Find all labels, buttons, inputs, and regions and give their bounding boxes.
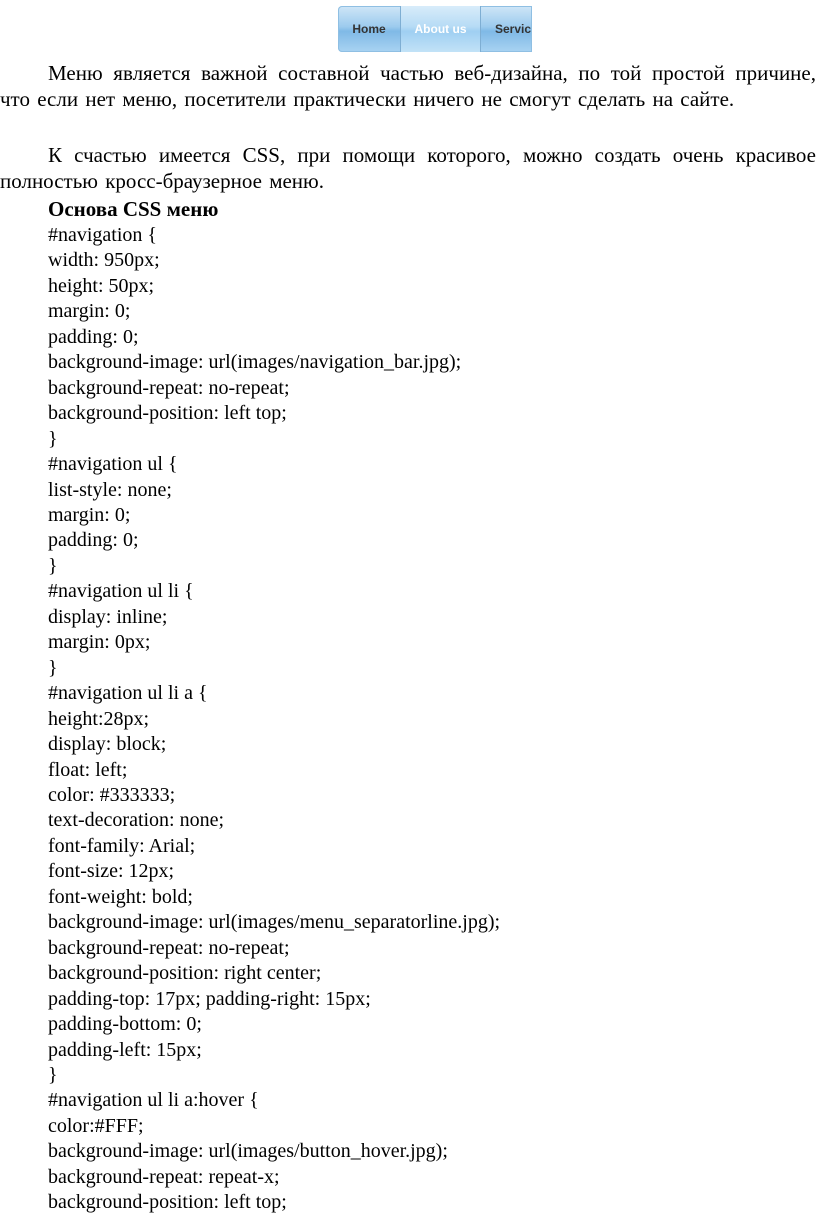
code-line: margin: 0; [48, 300, 131, 323]
code-line: } [48, 554, 58, 577]
code-line: background-repeat: repeat-x; [48, 1165, 280, 1188]
code-line: float: left; [48, 758, 128, 781]
code-line: background-image: url(images/navigation_bar.jpg); [48, 351, 462, 374]
code-line: font-weight: bold; [48, 885, 193, 908]
code-line: background-image: url(images/button_hover.jpg); [48, 1140, 448, 1163]
intro-paragraph-1-text: Меню является важной составной частью веб-дизайна, по той простой причине, что если нет меню, посетители практически ничего не смогут сделать на сайте. [0, 61, 816, 111]
code-line: background-image: url(images/menu_separatorline.jpg); [48, 911, 501, 934]
code-line: height: 50px; [48, 274, 155, 297]
code-line: padding: 0; [48, 325, 139, 348]
code-line: font-size: 12px; [48, 860, 175, 883]
menu-item-home: Home [338, 6, 401, 52]
menu-item-services: Servic [495, 22, 532, 36]
code-line: #navigation { [48, 224, 158, 246]
intro-paragraph-1 [0, 60, 816, 112]
code-line: #navigation ul li a { [48, 682, 208, 705]
code-line: padding-bottom: 0; [48, 1013, 202, 1036]
intro-paragraph-2 [0, 142, 816, 194]
code-line: padding-left: 15px; [48, 1038, 202, 1061]
code-line: width: 950px; [48, 249, 160, 272]
code-line: background-repeat: no-repeat; [48, 376, 290, 399]
code-line: text-decoration: none; [48, 809, 225, 832]
code-line: #navigation ul { [48, 453, 178, 476]
intro-paragraph-2-text: К счастью имеется CSS, при помощи которого, можно создать очень красивое полностью кросс-браузерное меню. [0, 143, 816, 193]
code-line: #navigation ul li { [48, 580, 194, 603]
code-line: list-style: none; [48, 478, 172, 501]
code-line: display: block; [48, 733, 167, 756]
css-code-listing [48, 223, 500, 1216]
code-line: background-repeat: no-repeat; [48, 936, 290, 959]
code-line: padding-top: 17px; padding-right: 15px; [48, 987, 371, 1010]
code-line: padding: 0; [48, 529, 139, 552]
code-line: background-position: left top; [48, 402, 287, 425]
code-line: } [48, 1063, 58, 1086]
code-line: margin: 0px; [48, 631, 151, 654]
code-line: height:28px; [48, 707, 150, 730]
code-line: margin: 0; [48, 503, 131, 526]
code-line: background-position: left top; [48, 1191, 287, 1214]
section-heading: Основа CSS меню [48, 197, 219, 221]
code-line: color:#FFF; [48, 1114, 144, 1137]
menu-item-about-us: About us [401, 6, 481, 52]
code-line: font-family: Arial; [48, 834, 196, 857]
code-line: display: inline; [48, 605, 168, 628]
menu-example-image [338, 6, 532, 52]
code-line: #navigation ul li a:hover { [48, 1089, 259, 1112]
code-line: } [48, 656, 58, 679]
code-line: } [48, 427, 58, 450]
code-line: background-position: right center; [48, 962, 322, 985]
code-line: color: #333333; [48, 783, 176, 806]
